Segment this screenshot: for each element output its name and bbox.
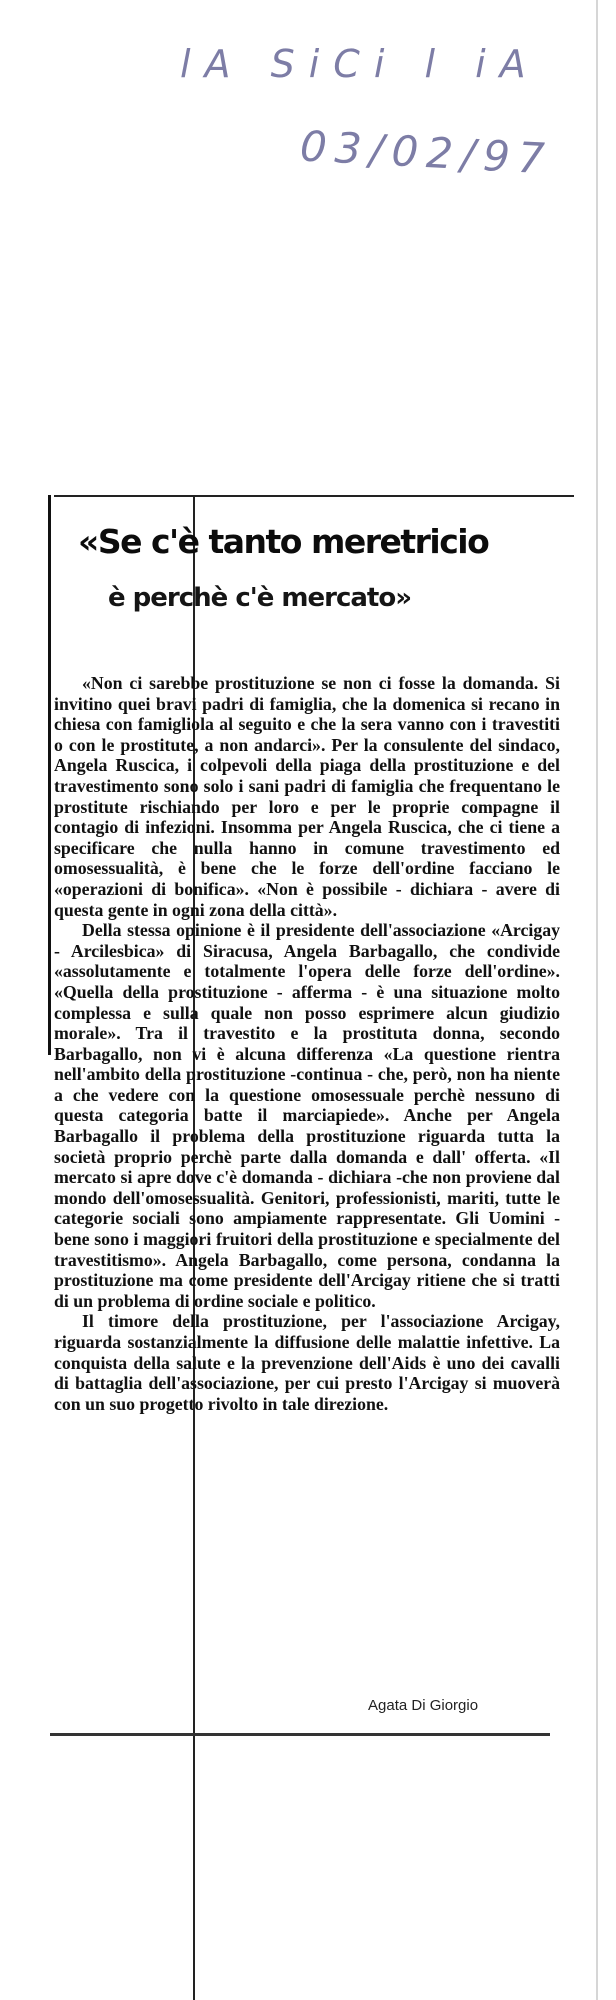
handwritten-date-note: 03/02/97 <box>298 121 554 184</box>
clipping-bottom-rule <box>50 1733 550 1736</box>
article-byline: Agata Di Giorgio <box>368 1697 479 1714</box>
article-subheadline: è perchè c'è mercato» <box>108 583 412 613</box>
clipping-left-rule <box>48 495 51 1055</box>
article-paragraph-1: «Non ci sarebbe prostituzione se non ci fosse la domanda. Si invitino quei bravi padri di famiglia, che la domenica si recano in chiesa con famigliola al seguito e che la sera vanno con i travestiti o con le prostitute, a non andarci». Per la consulente del sindaco, Angela Ruscica, i colpevoli della piaga della prostituzione e del travestimento sono solo i sani padri di famiglia che frequentano le prostitute rischiando per loro e per le proprie compagne il contagio di infezioni. Insomma per Angela Ruscica, che ci tiene a specificare che nulla hanno in comune travestimento ed omosessualità, è bene che le forze dell'ordine facciano le «operazioni di bonifica». «Non è possibile - dichiara - avere di questa gente in ogni zona della città». <box>54 673 560 920</box>
article-headline: «Se c'è tanto meretricio <box>78 522 489 561</box>
article-body <box>54 673 560 1414</box>
clipping-top-rule <box>54 495 574 497</box>
newspaper-clipping <box>48 495 560 2000</box>
page-edge-shadow <box>596 0 598 2000</box>
handwritten-source-note: lA SiCi l iA <box>180 42 540 86</box>
article-paragraph-2: Della stessa opinione è il presidente dell'associazione «Arcigay - Arcilesbica» di Siracusa, Angela Barbagallo, che condivide «assolutamente e totalmente l'opera delle forze dell'ordine». «Quella della prostituzione - afferma - è una situazione molto complessa e sulla quale non posso esprimere alcun giudizio morale». Tra il travestito e la prostituta donna, secondo Barbagallo, non vi è alcuna differenza «La questione rientra nell'ambito della prostituzione -continua - che, però, non ha niente a che vedere con la questione omosessuale perchè nessuno di questa categoria batte il marciapiede». Anche per Angela Barbagallo il problema della prostituzione riguarda tutta la società proprio perchè parte dalla domanda e dall' offerta. «Il mercato si apre dove c'è domanda - dichiara -che non proviene dal mondo dell'omosessualità. Genitori, professionisti, mariti, tutte le categorie sociali sono ampiamente rappresentate. Gli Uomini - bene sono i maggiori fruitori della prostituzione e specialmente del travestitismo». Angela Barbagallo, come persona, condanna la prostituzione ma come presidente dell'Arcigay ritiene che si tratti di un problema di ordine sociale e politico. <box>54 920 560 1311</box>
article-paragraph-3: Il timore della prostituzione, per l'associazione Arcigay, riguarda sostanzialmente la diffusione delle malattie infettive. La conquista della salute e la prevenzione dell'Aids è uno dei cavalli di battaglia dell'associazione, per cui presto l'Arcigay si muoverà con un suo progetto rivolto in tale direzione. <box>54 1311 560 1414</box>
